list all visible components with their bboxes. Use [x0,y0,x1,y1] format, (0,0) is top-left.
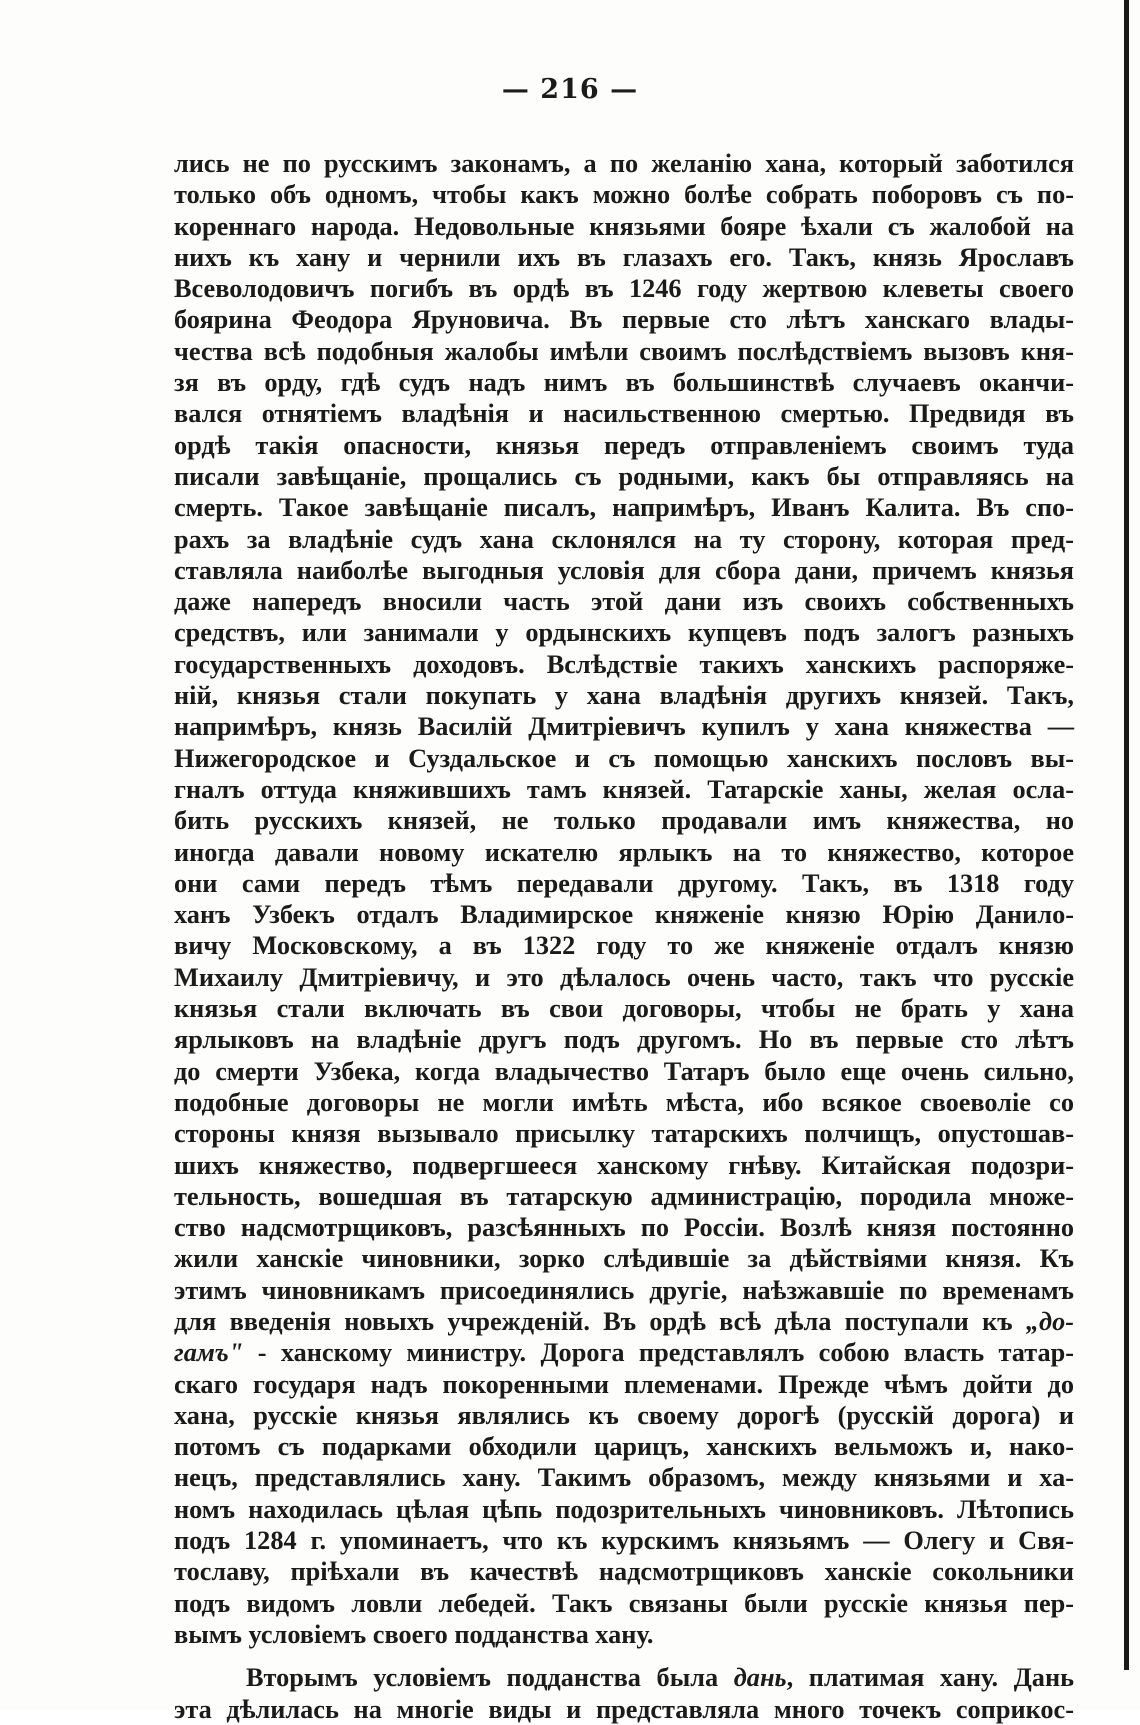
text-line: нецъ, представлялись хану. Такимъ образомъ, между князьями и ха- [174,1463,1074,1493]
text-line [174,1337,1074,1368]
italic-word: „до- [1025,1306,1074,1336]
text-line: жили ханскіе чиновники, зорко слѣдившіе за дѣйствіями князя. Къ [174,1244,1074,1274]
text-line: только объ одномъ, чтобы какъ можно болѣе собрать поборовъ съ по- [174,180,1074,210]
text-line: этимъ чиновникамъ присоединялись другіе, наѣзжавшіе по временамъ [174,1275,1074,1305]
text-line: номъ находилась цѣлая цѣпь подозрительныхъ чиновниковъ. Лѣтопись [174,1494,1074,1524]
text-line: потомъ съ подарками обходили царицъ, ханскихъ вельможъ и, нако- [174,1432,1074,1462]
text-line: до смерти Узбека, когда владычество Татаръ было еще очень сильно, [174,1056,1074,1086]
text-line: вымъ условіемъ своего подданства хану. [174,1619,654,1649]
text-line: государственныхъ доходовъ. Вслѣдствіе такихъ ханскихъ распоряже- [174,649,1074,679]
text-line: кореннаго народа. Недовольные князьями бояре ѣхали съ жалобой на [174,211,1074,241]
text-line: хана, русскіе князья являлись къ своему дорогѣ (русскій дорога) и [174,1400,1074,1430]
text-line: ній, князья стали покупать у хана владѣнія другихъ князей. Такъ, [174,681,1074,711]
text-line: нихъ къ хану и чернили ихъ въ глазахъ его. Такъ, князь Ярославъ [174,242,1074,272]
text-line: ханъ Узбекъ отдалъ Владимирское княженіе князю Юрію Данило- [174,900,1074,930]
text-line: смерть. Такое завѣщаніе писалъ, напримѣръ, Иванъ Калита. Въ спо- [174,493,1074,523]
paragraph-gap [174,1650,1074,1662]
text-line: боярина Феодора Яруновича. Въ первые сто лѣтъ ханскаго влады- [174,305,1074,335]
text-line: гналъ оттуда княжившихъ тамъ князей. Татарскіе ханы, желая осла- [174,774,1074,804]
text-line: подъ видомъ ловли лебедей. Такъ связаны были русскіе князья пер- [174,1588,1074,1618]
paragraph-1 [174,148,1074,1306]
text-line: напримѣръ, князь Василій Дмитріевичъ купилъ у хана княжества — [174,712,1074,742]
text-line: бить русскихъ князей, не только продавали имъ княжества, но [174,806,1074,836]
text-line: эта дѣлилась на многіе виды и представляла много точекъ соприкос- [174,1694,1074,1724]
text-line: ярлыковъ на владѣніе другъ подъ другомъ. Но въ первые сто лѣтъ [174,1025,1074,1055]
text-line: зя въ орду, гдѣ судъ надъ нимъ въ большинствѣ случаевъ оканчи- [174,368,1074,398]
text-line: тельность, вошедшая въ татарскую администрацію, породила множе- [174,1181,1074,1211]
text-line: иногда давали новому искателю ярлыкъ на то княжество, которое [174,837,1074,867]
text-line: шихъ княжество, подвергшееся ханскому гнѣву. Китайская подозри- [174,1150,1074,1180]
text-line: вичу Московскому, а въ 1322 году то же княженіе отдалъ князю [174,931,1074,961]
text-line: средствъ, или занимали у ордынскихъ купцевъ подъ залогъ разныхъ [174,618,1074,648]
text-line: князья стали включать въ свои договоры, чтобы не брать у хана [174,994,1074,1024]
text-line: чества всѣ подобныя жалобы имѣли своимъ послѣдствіемъ вызовъ кня- [174,336,1074,366]
italic-quote: " [228,1338,244,1368]
text-line: писали завѣщаніе, прощались съ родными, какъ бы отправляясь на [174,461,1074,491]
text-line: тославу, пріѣхали въ качествѣ надсмотрщиковъ ханскіе сокольники [174,1557,1074,1587]
text-line: Михаилу Дмитріевичу, и это дѣлалось очень часто, такъ что русскіе [174,962,1074,992]
text-line: лись не по русскимъ законамъ, а по желанію хана, который заботился [174,149,1074,178]
body-text [174,148,1074,1725]
text-line [174,1662,1074,1693]
italic-word: дань [733,1663,787,1693]
page-edge-line [1124,0,1129,1670]
text-line: они сами передъ тѣмъ передавали другому. Такъ, въ 1318 году [174,868,1074,898]
text-line: даже напередъ вносили часть этой дани изъ своихъ собственныхъ [174,587,1074,617]
text-line: ставляла наиболѣе выгодныя условія для сбора дани, причемъ князья [174,555,1074,585]
text-line: стороны князя вызывало присылку татарскихъ полчищъ, опустошав- [174,1119,1074,1149]
text-line: Нижегородское и Суздальское и съ помощью ханскихъ пословъ вы- [174,743,1074,773]
text-line: подъ 1284 г. упоминаетъ, что къ курскимъ князьямъ — Олегу и Свя- [174,1526,1074,1556]
text-line: вался отнятіемъ владѣнія и насильственною смертью. Предвидя въ [174,399,1074,429]
text-line: подобные договоры не могли имѣть мѣста, ибо всякое своеволіе со [174,1087,1074,1117]
text-line: рахъ за владѣніе судъ хана склонялся на ту сторону, которая пред- [174,524,1074,554]
text-line: скаго государя надъ покоренными племенами. Прежде чѣмъ дойти до [174,1369,1074,1399]
page-number: — 216 — [501,74,639,105]
text-line-start: Вторымъ условіемъ подданства была [246,1663,734,1693]
paragraph-1-tail [174,1369,1074,1651]
text-line-rest: - ханскому министру. Дорога представлялъ собою власть татар- [243,1338,1074,1368]
text-line: Всеволодовичъ погибъ въ ордѣ въ 1246 году жертвою клеветы своего [174,274,1074,304]
text-line-start: для введенія новыхъ учрежденій. Въ ордѣ всѣ дѣла поступали къ [174,1306,1013,1336]
text-line: ство надсмотрщиковъ, разсѣянныхъ по Россіи. Возлѣ князя постоянно [174,1213,1074,1243]
text-line-rest: , платимая хану. Дань [786,1663,1074,1693]
italic-word: гамъ [174,1338,229,1368]
text-line: ордѣ такія опасности, князья передъ отправленіемъ своимъ туда [174,430,1074,460]
text-line [174,1306,1074,1337]
